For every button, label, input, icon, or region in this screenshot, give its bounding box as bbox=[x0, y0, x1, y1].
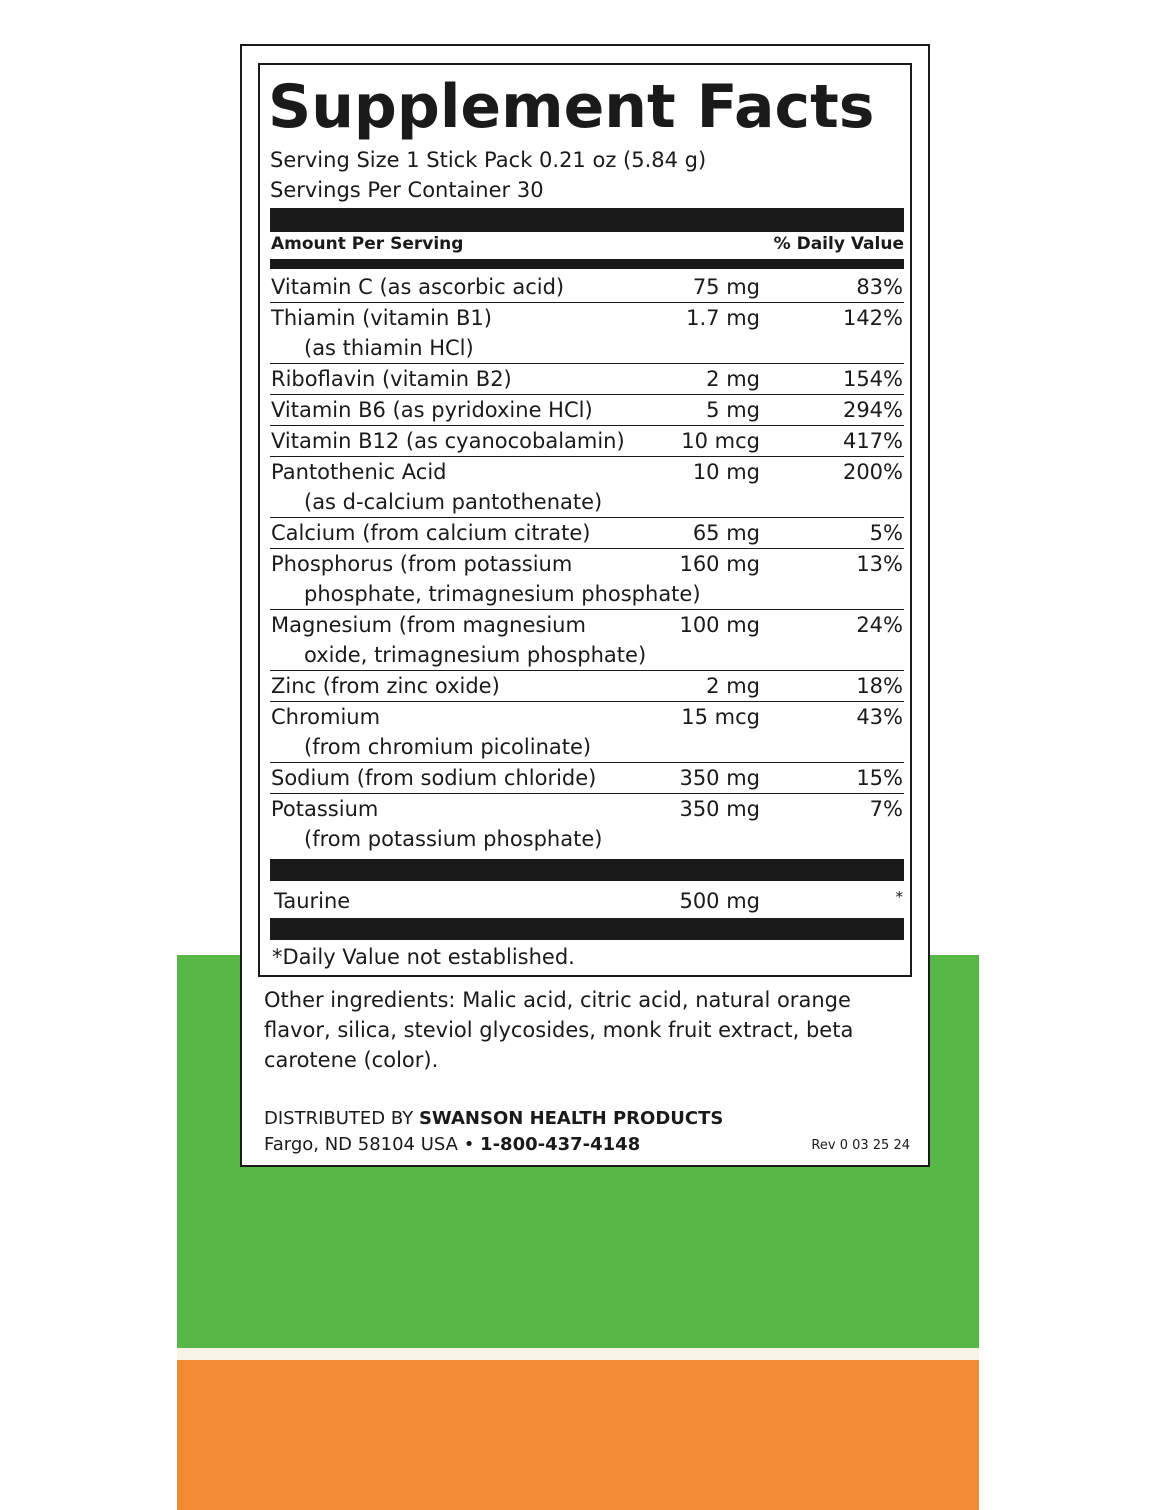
nutrient-name-line1: Phosphorus (from potassium bbox=[271, 552, 573, 576]
nutrient-daily-value: * bbox=[895, 888, 903, 906]
nutrient-daily-value: 294% bbox=[842, 398, 903, 422]
nutrient-amount: 350 mg bbox=[679, 766, 760, 790]
nutrient-amount: 10 mg bbox=[692, 460, 760, 484]
nutrient-amount: 15 mcg bbox=[681, 705, 760, 729]
nutrient-name-line2: (from chromium picolinate) bbox=[304, 735, 592, 759]
nutrient-row-taurine bbox=[270, 886, 904, 916]
thick-divider-header bbox=[270, 259, 904, 269]
nutrient-amount: 75 mg bbox=[692, 275, 760, 299]
nutrient-name-line1: Calcium (from calcium citrate) bbox=[271, 521, 591, 545]
nutrient-amount: 5 mg bbox=[706, 398, 760, 422]
revision-code: Rev 0 03 25 24 bbox=[811, 1138, 910, 1153]
distributor-address: Fargo, ND 58104 USA • bbox=[264, 1134, 481, 1155]
nutrient-daily-value: 24% bbox=[856, 613, 903, 637]
nutrient-amount: 500 mg bbox=[679, 889, 760, 913]
nutrient-name-line2: oxide, trimagnesium phosphate) bbox=[304, 643, 647, 667]
nutrient-row bbox=[270, 763, 904, 794]
nutrient-row bbox=[270, 426, 904, 457]
nutrient-name-line1: Sodium (from sodium chloride) bbox=[271, 766, 597, 790]
nutrient-row bbox=[270, 272, 904, 303]
nutrient-name-line1: Vitamin B6 (as pyridoxine HCl) bbox=[271, 398, 593, 422]
nutrient-name bbox=[271, 549, 701, 609]
distributor-line bbox=[264, 1108, 723, 1129]
address-line bbox=[264, 1134, 640, 1155]
nutrient-row bbox=[270, 549, 904, 610]
thick-divider-bottom bbox=[270, 918, 904, 940]
nutrient-name bbox=[271, 794, 602, 854]
nutrient-name bbox=[271, 426, 625, 456]
nutrient-name-line2: (as thiamin HCl) bbox=[304, 336, 474, 360]
nutrient-daily-value: 7% bbox=[869, 797, 903, 821]
nutrient-name-line2: (from potassium phosphate) bbox=[304, 827, 603, 851]
nutrient-row bbox=[270, 364, 904, 395]
nutrient-name-line1: Magnesium (from magnesium bbox=[271, 613, 586, 637]
nutrient-daily-value: 200% bbox=[842, 460, 903, 484]
nutrient-name bbox=[271, 763, 596, 793]
nutrient-name bbox=[271, 364, 512, 394]
nutrient-name bbox=[271, 671, 500, 701]
nutrient-daily-value: 142% bbox=[842, 306, 903, 330]
nutrient-name-line1: Thiamin (vitamin B1) bbox=[271, 306, 492, 330]
nutrient-amount: 65 mg bbox=[692, 521, 760, 545]
nutrient-name-line1: Potassium bbox=[271, 797, 379, 821]
nutrient-name bbox=[271, 518, 590, 548]
nutrient-row bbox=[270, 794, 904, 855]
nutrient-name bbox=[271, 457, 602, 517]
nutrient-row bbox=[270, 702, 904, 763]
nutrient-daily-value: 18% bbox=[856, 674, 903, 698]
nutrient-amount: 100 mg bbox=[679, 613, 760, 637]
nutrient-name bbox=[271, 610, 646, 670]
servings-per-container: Servings Per Container 30 bbox=[270, 178, 544, 202]
nutrient-daily-value: 154% bbox=[842, 367, 903, 391]
nutrient-row bbox=[270, 610, 904, 671]
nutrient-name: Taurine bbox=[274, 889, 351, 913]
nutrient-row bbox=[270, 671, 904, 702]
nutrient-amount: 350 mg bbox=[679, 797, 760, 821]
nutrient-name-line1: Riboflavin (vitamin B2) bbox=[271, 367, 512, 391]
nutrient-daily-value: 15% bbox=[856, 766, 903, 790]
nutrient-amount: 2 mg bbox=[706, 367, 760, 391]
nutrient-row bbox=[270, 395, 904, 426]
nutrient-name-line1: Vitamin C (as ascorbic acid) bbox=[271, 275, 565, 299]
nutrient-amount: 1.7 mg bbox=[686, 306, 760, 330]
package-cream-stripe bbox=[177, 1348, 979, 1360]
nutrient-daily-value: 417% bbox=[842, 429, 903, 453]
daily-value-footnote: *Daily Value not established. bbox=[272, 945, 575, 969]
nutrient-name-line2: phosphate, trimagnesium phosphate) bbox=[304, 582, 701, 606]
nutrient-name-line1: Vitamin B12 (as cyanocobalamin) bbox=[271, 429, 625, 453]
nutrient-name bbox=[271, 702, 591, 762]
nutrient-name-line1: Chromium bbox=[271, 705, 381, 729]
serving-size: Serving Size 1 Stick Pack 0.21 oz (5.84 g) bbox=[270, 148, 707, 172]
nutrient-amount: 160 mg bbox=[679, 552, 760, 576]
amount-per-serving-header: Amount Per Serving bbox=[271, 234, 464, 254]
thick-divider-taurine bbox=[270, 859, 904, 881]
nutrient-name bbox=[271, 272, 564, 302]
nutrient-row bbox=[270, 518, 904, 549]
nutrient-daily-value: 43% bbox=[856, 705, 903, 729]
nutrient-amount: 10 mcg bbox=[681, 429, 760, 453]
facts-title: Supplement Facts bbox=[268, 72, 875, 142]
nutrient-name-line2: (as d-calcium pantothenate) bbox=[304, 490, 603, 514]
nutrient-name-line1: Pantothenic Acid bbox=[271, 460, 447, 484]
package-orange-band bbox=[177, 1360, 979, 1510]
distributor-prefix: DISTRIBUTED BY bbox=[264, 1108, 419, 1129]
daily-value-header: % Daily Value bbox=[773, 234, 904, 254]
nutrient-name bbox=[271, 395, 593, 425]
distributor-phone: 1-800-437-4148 bbox=[480, 1134, 641, 1155]
other-ingredients: Other ingredients: Malic acid, citric acid, natural orange flavor, silica, steviol glycosides, monk fruit extract, beta carotene (color). bbox=[264, 988, 854, 1072]
nutrient-name-line1: Zinc (from zinc oxide) bbox=[271, 674, 500, 698]
nutrient-row bbox=[270, 457, 904, 518]
nutrient-amount: 2 mg bbox=[706, 674, 760, 698]
nutrient-daily-value: 5% bbox=[869, 521, 903, 545]
nutrient-row bbox=[270, 303, 904, 364]
nutrient-daily-value: 83% bbox=[856, 275, 903, 299]
distributor-company: SWANSON HEALTH PRODUCTS bbox=[418, 1108, 724, 1129]
nutrient-daily-value: 13% bbox=[856, 552, 903, 576]
thick-divider-top bbox=[270, 208, 904, 232]
nutrient-name bbox=[271, 303, 492, 363]
